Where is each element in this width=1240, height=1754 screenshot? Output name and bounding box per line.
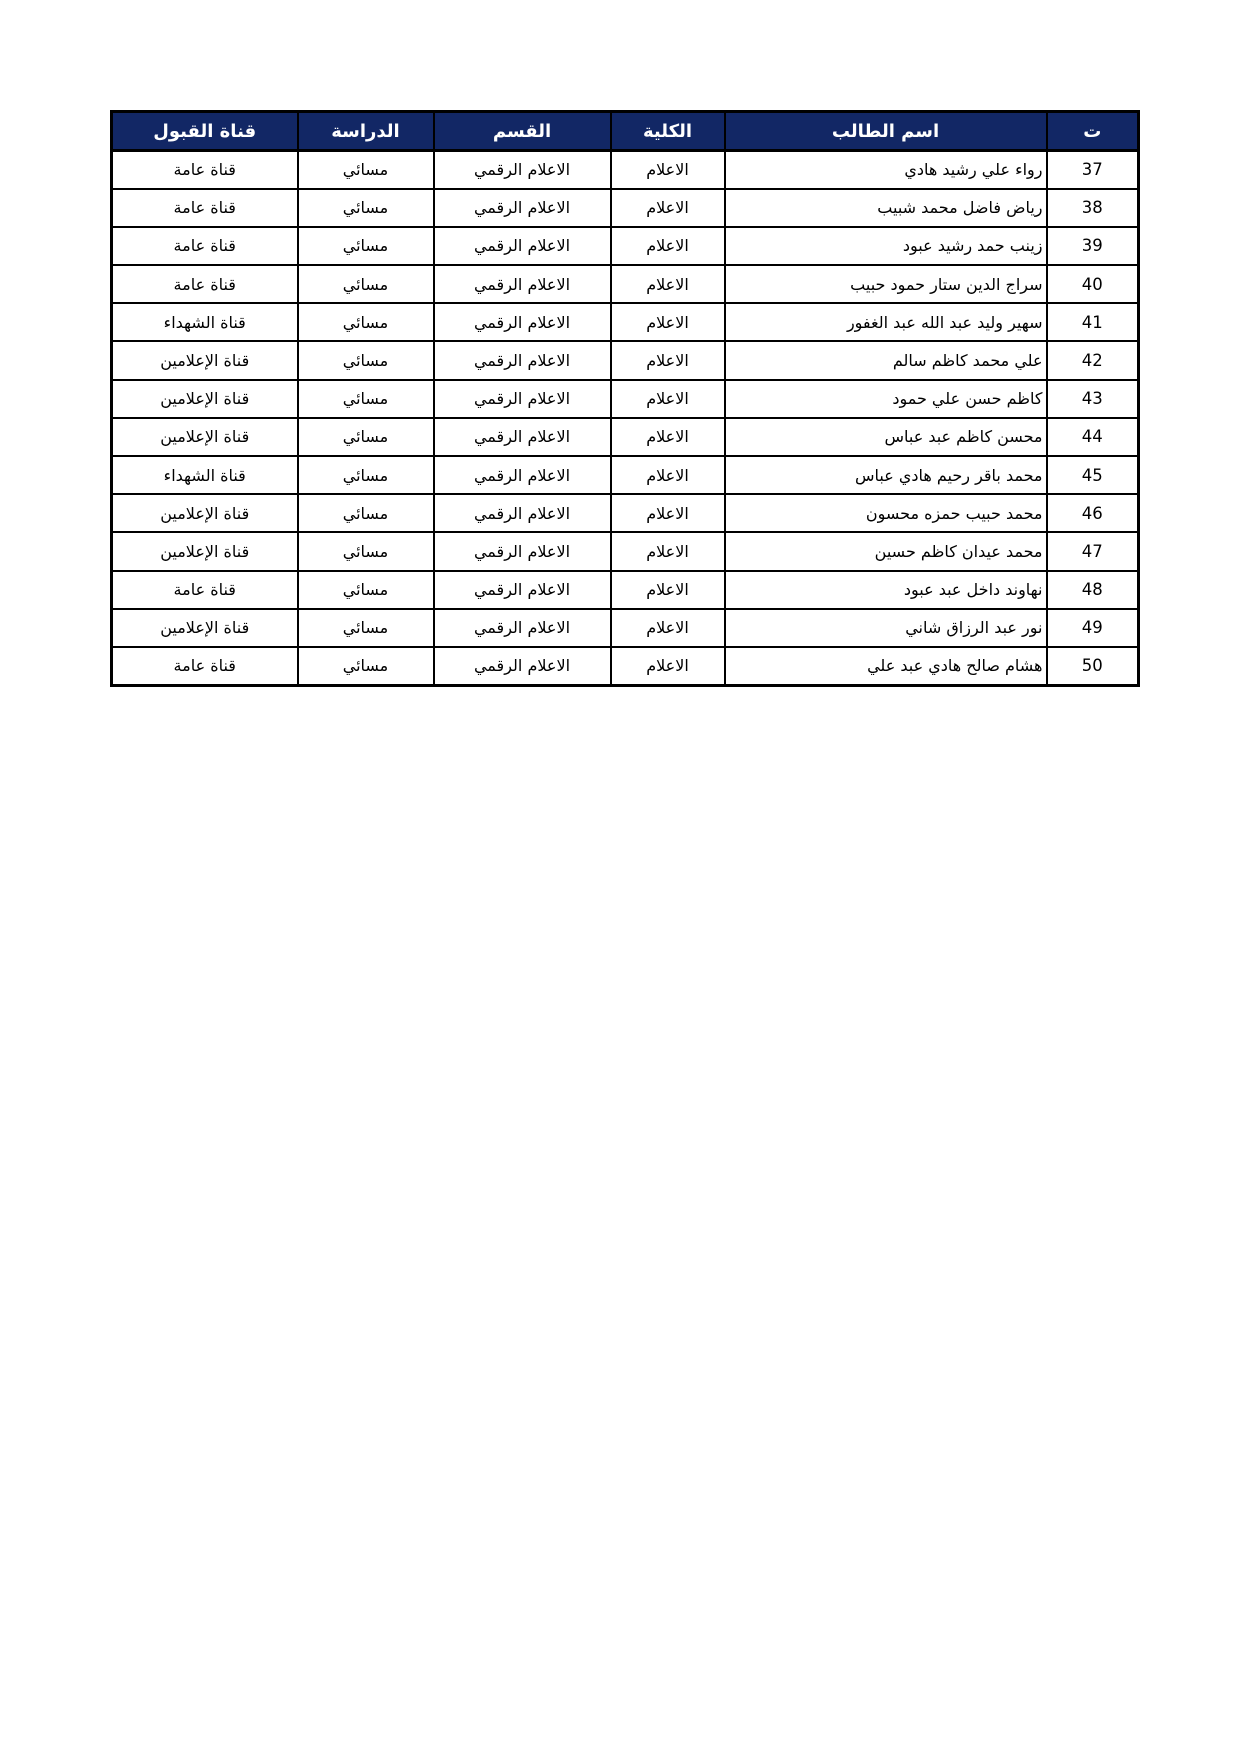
cell-college: الاعلام <box>611 380 725 418</box>
cell-college: الاعلام <box>611 151 725 189</box>
cell-dept: الاعلام الرقمي <box>434 494 611 532</box>
table-row <box>112 151 1139 189</box>
cell-no: 43 <box>1047 380 1139 418</box>
cell-name: زينب حمد رشيد عبود <box>725 227 1047 265</box>
table-row <box>112 571 1139 609</box>
cell-college: الاعلام <box>611 227 725 265</box>
cell-channel: قناة الشهداء <box>112 456 298 494</box>
cell-study: مسائي <box>298 647 434 685</box>
table-row <box>112 227 1139 265</box>
cell-college: الاعلام <box>611 647 725 685</box>
student-table <box>110 110 1140 687</box>
cell-channel: قناة الإعلامين <box>112 609 298 647</box>
cell-dept: الاعلام الرقمي <box>434 609 611 647</box>
cell-channel: قناة الإعلامين <box>112 380 298 418</box>
column-header-dept: القسم <box>434 112 611 151</box>
column-header-name: اسم الطالب <box>725 112 1047 151</box>
cell-dept: الاعلام الرقمي <box>434 532 611 570</box>
cell-no: 48 <box>1047 571 1139 609</box>
cell-no: 46 <box>1047 494 1139 532</box>
cell-name: هشام صالح هادي عبد علي <box>725 647 1047 685</box>
cell-channel: قناة عامة <box>112 151 298 189</box>
cell-name: محسن كاظم عبد عباس <box>725 418 1047 456</box>
cell-no: 44 <box>1047 418 1139 456</box>
table-row <box>112 418 1139 456</box>
cell-college: الاعلام <box>611 418 725 456</box>
cell-college: الاعلام <box>611 265 725 303</box>
column-header-no: ت <box>1047 112 1139 151</box>
cell-name: نهاوند داخل عبد عبود <box>725 571 1047 609</box>
cell-study: مسائي <box>298 418 434 456</box>
cell-no: 47 <box>1047 532 1139 570</box>
table-row <box>112 609 1139 647</box>
cell-dept: الاعلام الرقمي <box>434 647 611 685</box>
cell-no: 50 <box>1047 647 1139 685</box>
cell-study: مسائي <box>298 265 434 303</box>
cell-college: الاعلام <box>611 532 725 570</box>
cell-name: محمد عيدان كاظم حسين <box>725 532 1047 570</box>
cell-college: الاعلام <box>611 341 725 379</box>
cell-study: مسائي <box>298 532 434 570</box>
cell-college: الاعلام <box>611 303 725 341</box>
cell-study: مسائي <box>298 303 434 341</box>
cell-college: الاعلام <box>611 609 725 647</box>
cell-study: مسائي <box>298 227 434 265</box>
cell-dept: الاعلام الرقمي <box>434 418 611 456</box>
cell-channel: قناة الإعلامين <box>112 341 298 379</box>
cell-no: 41 <box>1047 303 1139 341</box>
cell-channel: قناة عامة <box>112 647 298 685</box>
cell-no: 40 <box>1047 265 1139 303</box>
table-row <box>112 494 1139 532</box>
cell-dept: الاعلام الرقمي <box>434 341 611 379</box>
cell-name: نور عبد الرزاق شاني <box>725 609 1047 647</box>
cell-dept: الاعلام الرقمي <box>434 571 611 609</box>
table-row <box>112 303 1139 341</box>
cell-no: 38 <box>1047 189 1139 227</box>
cell-channel: قناة عامة <box>112 227 298 265</box>
cell-study: مسائي <box>298 494 434 532</box>
cell-name: رياض فاضل محمد شبيب <box>725 189 1047 227</box>
cell-no: 37 <box>1047 151 1139 189</box>
cell-channel: قناة الإعلامين <box>112 418 298 456</box>
cell-dept: الاعلام الرقمي <box>434 456 611 494</box>
cell-name: سراج الدين ستار حمود حبيب <box>725 265 1047 303</box>
table-row <box>112 380 1139 418</box>
cell-study: مسائي <box>298 571 434 609</box>
column-header-channel: قناة القبول <box>112 112 298 151</box>
table-row <box>112 265 1139 303</box>
cell-channel: قناة الإعلامين <box>112 494 298 532</box>
column-header-study: الدراسة <box>298 112 434 151</box>
cell-dept: الاعلام الرقمي <box>434 189 611 227</box>
cell-dept: الاعلام الرقمي <box>434 380 611 418</box>
cell-college: الاعلام <box>611 571 725 609</box>
cell-name: محمد باقر رحيم هادي عباس <box>725 456 1047 494</box>
cell-study: مسائي <box>298 341 434 379</box>
cell-channel: قناة عامة <box>112 189 298 227</box>
table-body <box>112 151 1139 686</box>
cell-dept: الاعلام الرقمي <box>434 227 611 265</box>
cell-study: مسائي <box>298 456 434 494</box>
cell-channel: قناة الشهداء <box>112 303 298 341</box>
cell-college: الاعلام <box>611 494 725 532</box>
cell-study: مسائي <box>298 189 434 227</box>
cell-channel: قناة عامة <box>112 265 298 303</box>
cell-dept: الاعلام الرقمي <box>434 265 611 303</box>
cell-dept: الاعلام الرقمي <box>434 151 611 189</box>
table-row <box>112 341 1139 379</box>
header-row <box>112 112 1139 151</box>
cell-dept: الاعلام الرقمي <box>434 303 611 341</box>
cell-name: رواء علي رشيد هادي <box>725 151 1047 189</box>
cell-college: الاعلام <box>611 189 725 227</box>
table-row <box>112 189 1139 227</box>
cell-name: كاظم حسن علي حمود <box>725 380 1047 418</box>
cell-no: 39 <box>1047 227 1139 265</box>
column-header-college: الكلية <box>611 112 725 151</box>
cell-study: مسائي <box>298 151 434 189</box>
cell-study: مسائي <box>298 609 434 647</box>
cell-channel: قناة الإعلامين <box>112 532 298 570</box>
cell-name: سهير وليد عبد الله عبد الغفور <box>725 303 1047 341</box>
cell-channel: قناة عامة <box>112 571 298 609</box>
cell-college: الاعلام <box>611 456 725 494</box>
cell-no: 42 <box>1047 341 1139 379</box>
table-row <box>112 456 1139 494</box>
cell-name: علي محمد كاظم سالم <box>725 341 1047 379</box>
cell-study: مسائي <box>298 380 434 418</box>
table-row <box>112 647 1139 685</box>
cell-no: 45 <box>1047 456 1139 494</box>
table-row <box>112 532 1139 570</box>
cell-name: محمد حبيب حمزه محسون <box>725 494 1047 532</box>
cell-no: 49 <box>1047 609 1139 647</box>
